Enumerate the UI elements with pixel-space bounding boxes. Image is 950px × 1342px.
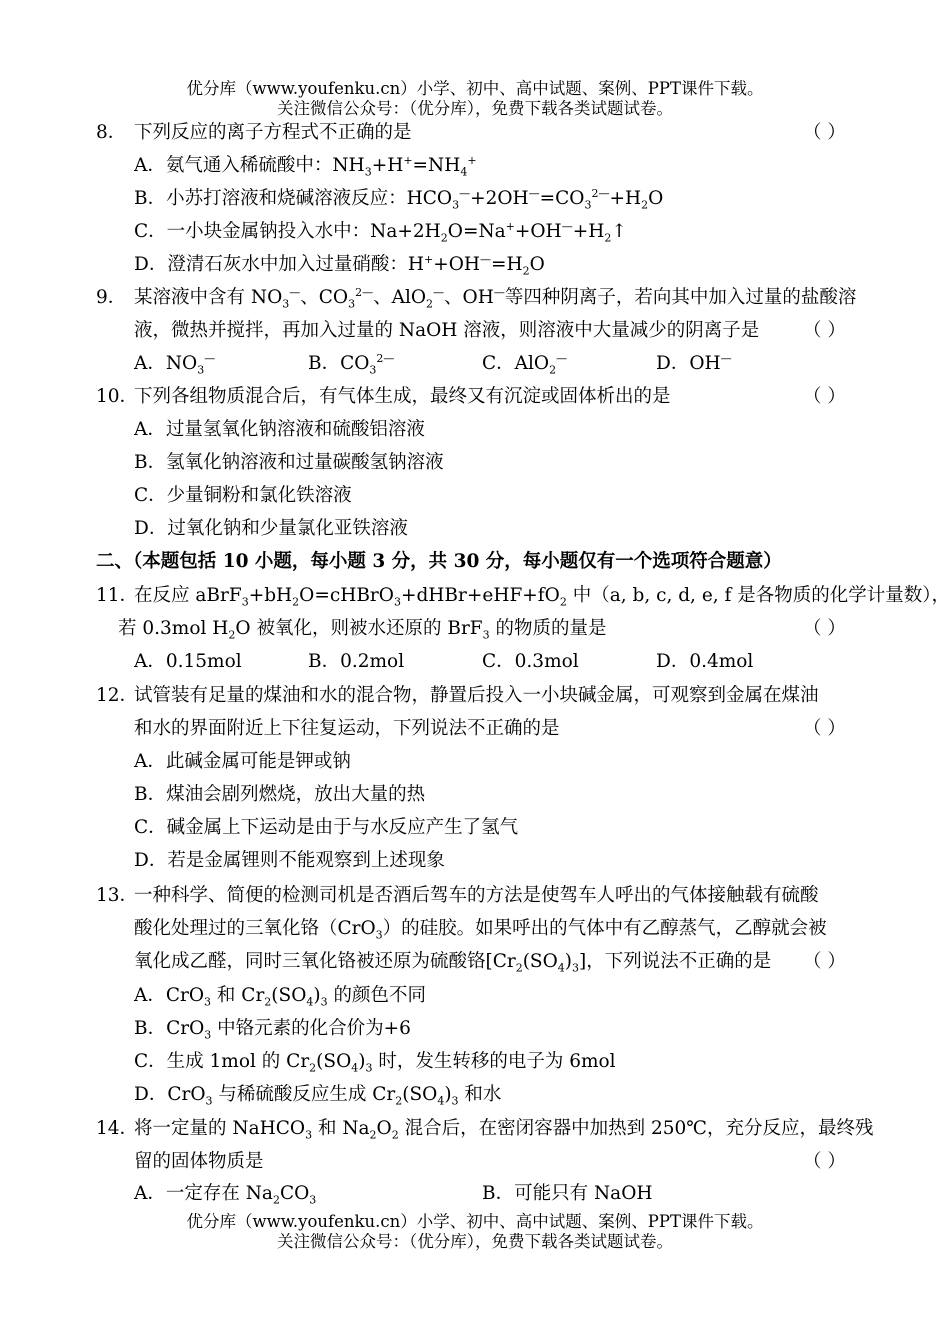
question-9: [0, 281, 950, 314]
option-a: A．过量氢氧化钠溶液和硫酸铝溶液: [134, 419, 425, 440]
question-number: 10．: [96, 386, 139, 407]
options-row: [0, 347, 950, 380]
question-8: [0, 116, 950, 149]
header-line-1: 优分库（www.youfenku.cn）小学、初中、高中试题、案例、PPT课件下载。: [186, 79, 764, 98]
option-a: A．CrO$_3$ 和 $Cr_2(SO_4)_3$ 的颜色不同: [134, 985, 426, 1009]
question-stem: 下列各组物质混合后，有气体生成，最终又有沉淀或固体析出的是: [134, 386, 671, 407]
option-b: B．煤油会剧列燃烧，放出大量的热: [134, 784, 426, 805]
option-a: A．0.15mol: [134, 651, 242, 672]
option-b: B．$CO_3^{2—}$: [308, 351, 395, 377]
answer-blank: （ ）: [803, 951, 846, 972]
option-d: D．过氧化钠和少量氯化亚铁溶液: [134, 518, 408, 539]
question-10: [0, 380, 950, 413]
question-12: [0, 679, 950, 712]
question-11: [0, 579, 950, 612]
question-stem-continued: 留的固体物质是: [134, 1151, 264, 1172]
question-stem-continued: 氧化成乙醛，同时三氧化铬被还原为硫酸铬$[Cr_2(SO_4)_3]$，下列说法不正确的是: [134, 951, 772, 975]
option-c: C．0.3mol: [482, 651, 579, 672]
section-heading: 二、（本题包括 10 小题，每小题 3 分，共 30 分，每小题仅有一个选项符合题意）: [96, 551, 782, 572]
question-number: 9．: [96, 287, 127, 308]
answer-blank: （ ）: [803, 386, 846, 407]
question-13: [0, 879, 950, 912]
option-d: D．澄清石灰水中加入过量硝酸：$H^++OH^—=H_2O$: [134, 252, 545, 278]
question-number: 12．: [96, 685, 139, 706]
footer-line-2: 关注微信公众号：（优分库），免费下载各类试题试卷。: [277, 1232, 673, 1251]
answer-blank: （ ）: [803, 618, 846, 639]
options-row: [0, 645, 950, 678]
option-d: D．CrO$_3$ 与稀硫酸反应生成 $Cr_2(SO_4)_3$ 和水: [134, 1084, 502, 1108]
answer-blank: （ ）: [803, 122, 846, 143]
option-b: B．可能只有 NaOH: [482, 1183, 653, 1204]
option-a: A．一定存在 $Na_2CO_3$: [134, 1183, 317, 1207]
question-14: [0, 1112, 950, 1145]
option-d: D．0.4mol: [656, 651, 754, 672]
question-stem: 试管装有足量的煤油和水的混合物，静置后投入一小块碱金属，可观察到金属在煤油: [134, 685, 819, 706]
question-stem: 某溶液中含有 $NO_3^—$、$CO_3^{2—}$、AlO$_2$—、OH—等四种阴离子，若向其中加入过量的盐酸溶: [134, 285, 857, 311]
footer-line-1: 优分库（www.youfenku.cn）小学、初中、高中试题、案例、PPT课件下载。: [186, 1212, 764, 1231]
question-stem: 将一定量的 NaHCO$_3$ 和 $Na_2O_2$ 混合后，在密闭容器中加热到 250℃，充分反应，最终残: [134, 1118, 874, 1142]
question-number: 14．: [96, 1118, 139, 1139]
option-c: C．碱金属上下运动是由于与水反应产生了氢气: [134, 817, 519, 838]
question-stem-continued: 和水的界面附近上下往复运动，下列说法不正确的是: [134, 718, 560, 739]
question-stem: 下列反应的离子方程式不正确的是: [134, 122, 412, 143]
option-c: C．一小块金属钠投入水中：$Na+2H_2O=Na^++OH^—+H_2↑$: [134, 219, 627, 245]
question-stem: 在反应 $aBrF_3+bH_2O=cHBrO_3+dHBr+eHF+fO_2$ 中（a, b, c, d, e, f 是各物质的化学计量数），: [134, 585, 950, 609]
option-b: B．0.2mol: [308, 651, 405, 672]
answer-blank: （ ）: [803, 320, 846, 341]
question-stem: 一种科学、简便的检测司机是否酒后驾车的方法是使驾车人呼出的气体接触载有硫酸: [134, 885, 819, 906]
question-number: 11．: [96, 585, 139, 606]
question-number: 13．: [96, 885, 139, 906]
question-stem-continued: 液，微热并搅拌，再加入过量的 NaOH 溶液，则溶液中大量减少的阴离子是: [134, 320, 760, 341]
option-a: A．氨气通入稀硫酸中：$NH_3+H^+=NH_4^+$: [134, 153, 477, 179]
header-line-2: 关注微信公众号：（优分库），免费下载各类试题试卷。: [277, 99, 673, 118]
question-stem-continued: 若 0.3mol $H_2O$ 被氧化，则被水还原的 BrF$_3$ 的物质的量是: [118, 618, 607, 642]
question-stem-continued: 酸化处理过的三氧化铬（CrO$_3$）的硅胶。如果呼出的气体中有乙醇蒸气，乙醇就会被: [134, 918, 827, 942]
option-c: C．少量铜粉和氯化铁溶液: [134, 485, 352, 506]
option-a: A．$NO_3^—$: [134, 351, 216, 377]
option-d: D．若是金属锂则不能观察到上述现象: [134, 850, 445, 871]
options-row: [0, 1177, 950, 1210]
option-b: B．氢氧化钠溶液和过量碳酸氢钠溶液: [134, 452, 444, 473]
question-number: 8．: [96, 122, 127, 143]
option-b: B．CrO$_3$ 中铬元素的化合价为+6: [134, 1018, 411, 1042]
option-b: B．小苏打溶液和烧碱溶液反应：$HCO_3^—+2OH^—=CO_3^{2—}+H_2O$: [134, 186, 664, 212]
option-c: C．生成 1mol 的 $Cr_2(SO_4)_3$ 时，发生转移的电子为 6mol: [134, 1051, 616, 1075]
option-a: A．此碱金属可能是钾或钠: [134, 751, 351, 772]
option-c: C．AlO$_2$—: [482, 351, 568, 377]
answer-blank: （ ）: [803, 718, 846, 739]
option-d: D．OH—: [656, 351, 732, 374]
answer-blank: （ ）: [803, 1151, 846, 1172]
